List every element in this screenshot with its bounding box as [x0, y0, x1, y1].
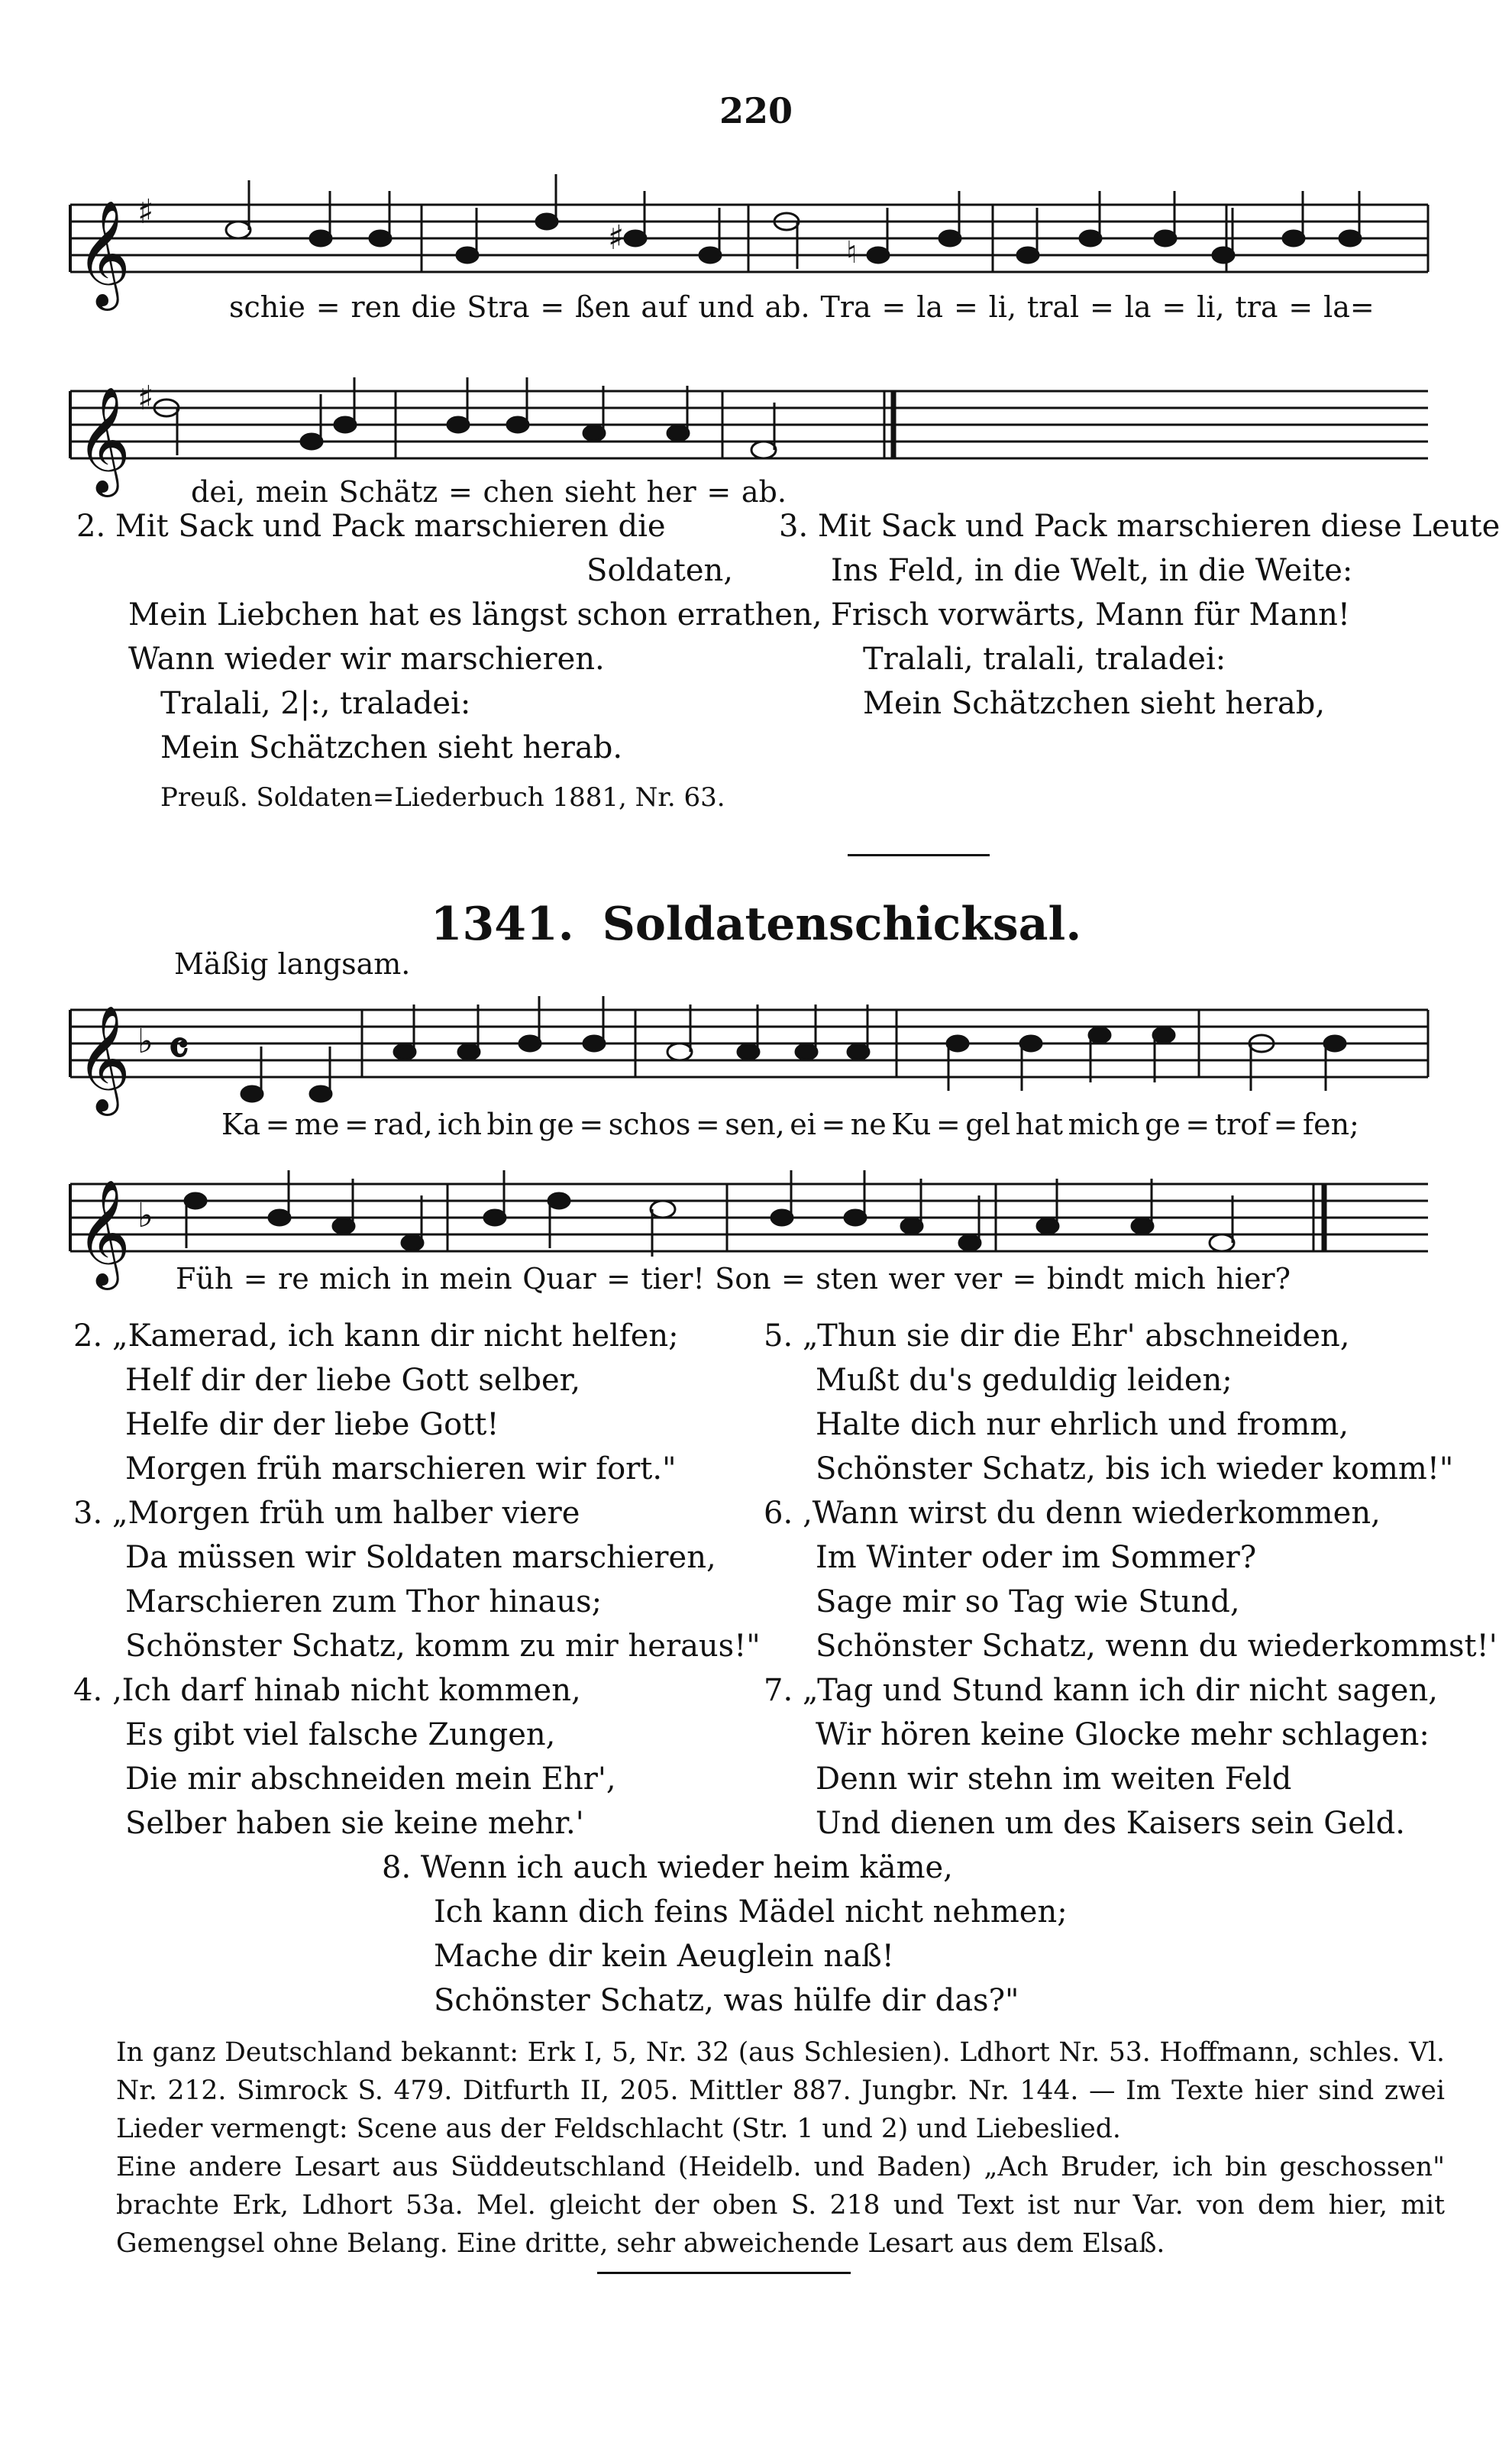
lyric-syllable: =	[344, 1108, 369, 1141]
lyric-syllable: tral	[1026, 290, 1080, 324]
lyric-syllable: =	[540, 290, 565, 324]
lyric-syllable: Ka	[221, 1108, 261, 1141]
verse-line: Mein Schätzchen sieht herab.	[160, 730, 623, 765]
lyric-syllable: =	[315, 290, 341, 324]
verse-line: Schönster Schatz, was hülfe dir das?"	[434, 1983, 1019, 2018]
editorial-notes	[70, 2033, 1445, 2263]
lyric-syllable: ab.	[764, 290, 810, 324]
lyric-syllable: ne	[850, 1108, 887, 1141]
flat-icon: ♭	[137, 1196, 153, 1235]
lyric-syllable: sten	[816, 1262, 879, 1296]
note-paragraph: In ganz Deutschland bekannt: Erk I, 5, Nr. 32 (aus Schlesien). Ldhort Nr. 53. Hoffmann, schles. Vl. Nr. 212. Simrock S. 479. Ditfurth II, 205. Mittler 887. Jungbr. Nr. 144. — Im Texte hier sind zwei Lieder vermengt: Scene aus der Feldschlacht (Str. 1 und 2) und Liebeslied.	[116, 2037, 1445, 2144]
verse-6-block	[764, 1491, 1497, 1668]
lyric-syllable: hier?	[1216, 1262, 1291, 1296]
lyric-syllable: tier!	[641, 1262, 705, 1296]
lyric-syllable: auf	[641, 290, 688, 324]
verse-line: 2. Mit Sack und Pack marschieren die	[76, 509, 666, 544]
lyric-syllable: und	[698, 290, 754, 324]
lyric-syllable: sieht	[564, 475, 636, 509]
lyric-syllable: chen	[483, 475, 554, 509]
lyric-syllable: gel	[965, 1108, 1011, 1141]
verse-line: Mein Liebchen hat es längst schon errathen,	[128, 597, 822, 632]
lyric-syllable: =	[935, 1108, 961, 1141]
lyric-syllable: li,	[1197, 290, 1225, 324]
verse-line: Schönster Schatz, komm zu mir heraus!"	[125, 1629, 761, 1664]
verse-line: Helf dir der liebe Gott selber,	[125, 1363, 581, 1398]
staff-2	[70, 391, 1428, 458]
lyric-syllable: =	[1273, 1108, 1298, 1141]
verse-line: Im Winter oder im Sommer?	[816, 1540, 1257, 1575]
verse-line: Die mir abschneiden mein Ehr',	[125, 1762, 616, 1797]
sharp-icon: ♯	[608, 218, 625, 257]
lyric-syllable: =	[781, 1262, 806, 1296]
lyric-syllable: Tra	[820, 290, 871, 324]
verse-line: Wir hören keine Glocke mehr schlagen:	[816, 1717, 1430, 1752]
lyric-syllable: =	[1161, 290, 1187, 324]
verse-line: Ins Feld, in die Welt, in die Weite:	[831, 553, 1353, 588]
lyric-syllable: sen,	[725, 1108, 785, 1141]
verse-line: Helfe dir der liebe Gott!	[125, 1407, 499, 1442]
treble-clef-icon: 𝄞	[76, 1179, 131, 1286]
common-time-icon: 𝄴	[168, 1021, 189, 1076]
verse-line: Schönster Schatz, wenn du wiederkommst!'	[816, 1629, 1497, 1664]
verse-line: Mache dir kein Aeuglein naß!	[434, 1939, 894, 1974]
lyric-syllable: la=	[1323, 290, 1375, 324]
verse-line: Mußt du's geduldig leiden;	[816, 1363, 1233, 1398]
lyric-syllable: =	[448, 475, 473, 509]
lyric-syllable: bindt	[1046, 1262, 1124, 1296]
verse-line: Marschieren zum Thor hinaus;	[125, 1584, 603, 1619]
lyric-syllable: =	[695, 1108, 720, 1141]
verse-5-block	[764, 1314, 1454, 1491]
lyric-syllable: Füh	[176, 1262, 234, 1296]
lyric-syllable: Schätz	[338, 475, 438, 509]
lyric-syllable: die	[411, 290, 457, 324]
lyric-syllable: =	[1090, 290, 1114, 324]
lyric-syllable: in	[401, 1262, 430, 1296]
lyric-syllable: ich	[438, 1108, 482, 1141]
song-title-text: Soldatenschicksal.	[602, 898, 1082, 951]
lyric-syllable: rad,	[373, 1108, 433, 1141]
verse-line: Selber haben sie keine mehr.'	[125, 1806, 584, 1841]
lyric-syllable: mein	[439, 1262, 512, 1296]
sharp-icon: ♯	[137, 192, 154, 231]
song-title	[0, 898, 1512, 951]
lyric-syllable: ge	[1145, 1108, 1181, 1141]
lyric-syllable: her	[646, 475, 696, 509]
verse-line: 3. „Morgen früh um halber viere	[73, 1496, 580, 1531]
lyric-syllable: Quar	[522, 1262, 596, 1296]
source-citation: Preuß. Soldaten=Liederbuch 1881, Nr. 63.	[160, 782, 725, 813]
verse-7-block	[764, 1668, 1451, 1846]
note-paragraph: Eine andere Lesart aus Süddeutschland (Heidelb. und Baden) „Ach Bruder, ich bin geschossen" brachte Erk, Ldhort 53a. Mel. gleicht der oben S. 218 und Text ist nur Var. von dem hier, mit Gemengsel ohne Belang. Eine dritte, sehr abweichende Lesart aus dem Elsaß.	[116, 2152, 1445, 2259]
verse-line: Und dienen um des Kaisers sein Geld.	[816, 1806, 1405, 1841]
lyric-syllable: Son	[715, 1262, 771, 1296]
verses-left	[73, 1314, 761, 1846]
verse-line: Sage mir so Tag wie Stund,	[816, 1584, 1240, 1619]
lyric-syllable: hat	[1015, 1108, 1064, 1141]
verse-line: Schönster Schatz, bis ich wieder komm!"	[816, 1451, 1454, 1487]
lyric-syllable: ver	[955, 1262, 1003, 1296]
verse-3	[779, 504, 1501, 726]
lyric-syllable: ßen	[575, 290, 631, 324]
lyric-syllable: li,	[988, 290, 1017, 324]
treble-clef-icon: 𝄞	[76, 1005, 131, 1111]
verse-line: Soldaten,	[586, 553, 733, 588]
song-number: 1341.	[430, 898, 574, 951]
lyrics-line-3	[221, 1108, 1359, 1141]
lyric-syllable: ab.	[741, 475, 787, 509]
lyric-syllable: la	[1124, 290, 1152, 324]
treble-clef-icon: 𝄞	[76, 387, 131, 493]
lyric-syllable: bin	[486, 1108, 534, 1141]
lyric-syllable: ge	[538, 1108, 574, 1141]
verse-line: 8. Wenn ich auch wieder heim käme,	[382, 1850, 953, 1885]
lyrics-line-4	[176, 1262, 1291, 1296]
verse-2-block	[73, 1314, 745, 1491]
lyric-syllable: =	[1185, 1108, 1210, 1141]
lyric-syllable: la	[916, 290, 944, 324]
lyric-syllable: schos	[608, 1108, 691, 1141]
page-number: 220	[719, 90, 793, 131]
verse-line: 7. „Tag und Stund kann ich dir nicht sagen,	[764, 1673, 1438, 1708]
lyric-syllable: =	[1012, 1262, 1037, 1296]
notes-staff-3	[241, 996, 1346, 1102]
lyric-syllable: =	[606, 1262, 631, 1296]
notes-staff-2	[154, 377, 776, 458]
sharp-icon: ♯	[137, 379, 154, 418]
verse-line: Da müssen wir Soldaten marschieren,	[125, 1540, 716, 1575]
verse-line: Morgen früh marschieren wir fort."	[125, 1451, 677, 1487]
lyric-syllable: mich	[319, 1262, 392, 1296]
lyric-syllable: fen;	[1303, 1108, 1359, 1141]
verse-2	[76, 504, 822, 770]
lyric-syllable: =	[821, 1108, 846, 1141]
treble-clef-icon: 𝄞	[76, 200, 131, 306]
divider	[848, 854, 990, 856]
lyric-syllable: =	[881, 290, 906, 324]
verse-line: 2. „Kamerad, ich kann dir nicht helfen;	[73, 1318, 679, 1354]
verse-line: Es gibt viel falsche Zungen,	[125, 1717, 556, 1752]
lyric-syllable: =	[243, 1262, 268, 1296]
lyric-syllable: =	[953, 290, 978, 324]
lyric-syllable: =	[265, 1108, 290, 1141]
lyric-syllable: trof	[1214, 1108, 1269, 1141]
verse-line: 4. ‚Ich darf hinab nicht kommen,	[73, 1673, 581, 1708]
lyric-syllable: mein	[255, 475, 328, 509]
verse-line: 5. „Thun sie dir die Ehr' abschneiden,	[764, 1318, 1350, 1354]
verse-line: Halte dich nur ehrlich und fromm,	[816, 1407, 1349, 1442]
verse-line: Tralali, 2|:, traladei:	[160, 686, 471, 721]
tempo-marking: Mäßig langsam.	[174, 947, 411, 981]
lyric-syllable: ei	[790, 1108, 816, 1141]
lyric-syllable: mich	[1133, 1262, 1206, 1296]
lyric-syllable: =	[706, 475, 732, 509]
lyric-syllable: re	[278, 1262, 309, 1296]
verse-4-block	[73, 1668, 745, 1846]
flat-icon: ♭	[137, 1022, 153, 1061]
lyric-syllable: =	[1288, 290, 1313, 324]
verse-8-block	[382, 1846, 1145, 2023]
verses-right	[764, 1314, 1497, 1846]
lyric-syllable: wer	[888, 1262, 945, 1296]
verse-line: 6. ‚Wann wirst du denn wiederkommen,	[764, 1496, 1381, 1531]
verse-line: Mein Schätzchen sieht herab,	[863, 686, 1326, 721]
lyric-syllable: ren	[351, 290, 401, 324]
lyric-syllable: me	[294, 1108, 340, 1141]
divider	[597, 2272, 851, 2274]
lyrics-line-1	[229, 290, 1375, 324]
verse-line: Frisch vorwärts, Mann für Mann!	[831, 597, 1350, 632]
lyric-syllable: =	[579, 1108, 604, 1141]
verse-line: Denn wir stehn im weiten Feld	[816, 1762, 1292, 1797]
verse-3-block	[73, 1491, 761, 1668]
verse-line: Wann wieder wir marschieren.	[128, 642, 605, 677]
lyric-syllable: tra	[1235, 290, 1278, 324]
lyric-syllable: dei,	[191, 475, 246, 509]
verse-line: Tralali, tralali, traladei:	[863, 642, 1226, 677]
verse-line: 3. Mit Sack und Pack marschieren diese Leute	[779, 509, 1501, 544]
lyric-syllable: mich	[1068, 1108, 1140, 1141]
verse-line: Ich kann dich feins Mädel nicht nehmen;	[434, 1894, 1068, 1930]
natural-icon: ♮	[846, 235, 858, 270]
lyric-syllable: Stra	[467, 290, 530, 324]
lyric-syllable: Ku	[891, 1108, 932, 1141]
lyric-syllable: schie	[229, 290, 305, 324]
